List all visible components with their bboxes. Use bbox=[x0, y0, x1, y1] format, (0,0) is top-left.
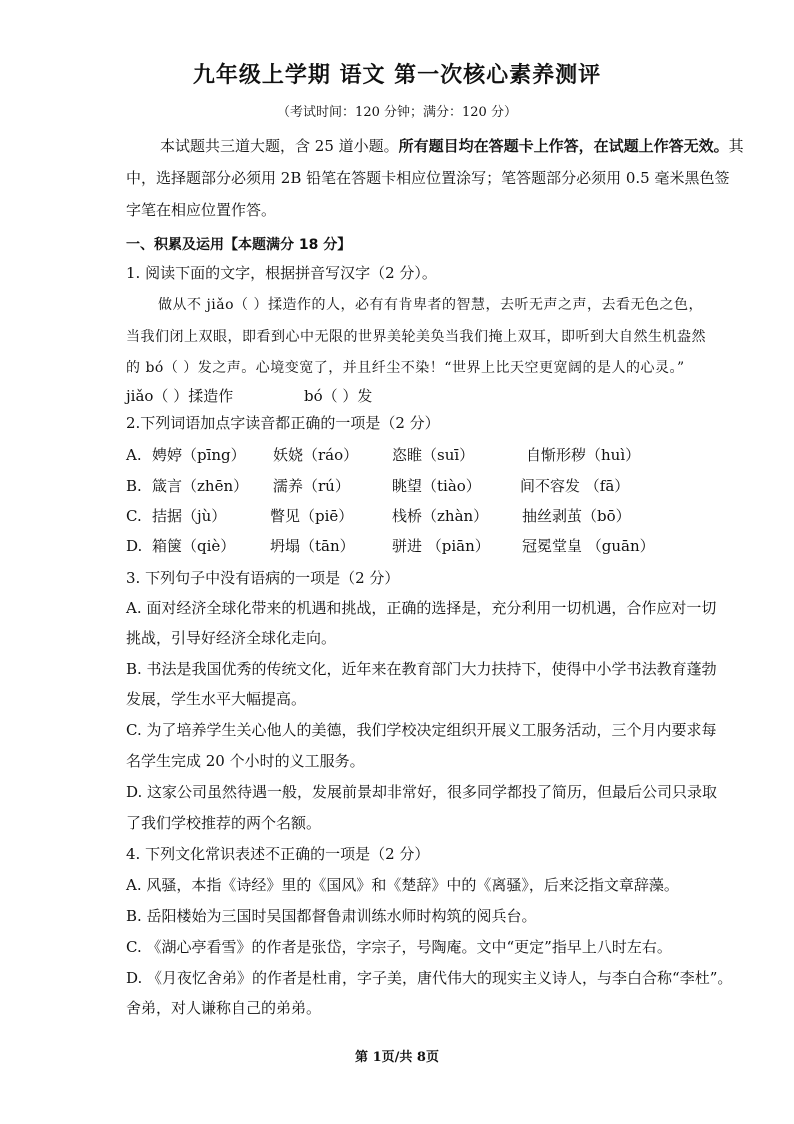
option-term: 坍塌（tān） bbox=[270, 537, 355, 555]
option-term: 自惭形秽（huì） bbox=[526, 446, 641, 464]
option-term: 拮据（jù） bbox=[152, 507, 227, 525]
instructions-line-1 bbox=[160, 136, 744, 156]
question-4-option-c: C. 《湖心亭看雪》的作者是张岱，字宗子，号陶庵。文中“更定”指早上八时左右。 bbox=[126, 938, 672, 956]
instructions-plain: 本试题共三道大题，含 25 道小题。 bbox=[160, 137, 399, 155]
question-4-stem: 4. 下列文化常识表述不正确的一项是（2 分） bbox=[126, 845, 430, 863]
question-4-option-b: B. 岳阳楼始为三国时吴国都督鲁肃训练水师时构筑的阅兵台。 bbox=[126, 907, 537, 925]
option-label: B. bbox=[126, 477, 142, 495]
question-3-option-a-line-1: A. 面对经济全球化带来的机遇和挑战，正确的选择是，充分利用一切机遇，合作应对一切 bbox=[126, 599, 717, 617]
option-term: 恣睢（suī） bbox=[392, 446, 475, 464]
question-1-answer-right: bó（ ）发 bbox=[304, 387, 373, 405]
question-3-option-b-line-1: B. 书法是我国优秀的传统文化，近年来在教育部门大力扶持下，使得中小学书法教育蓬勃 bbox=[126, 660, 717, 678]
question-3-option-b-line-2: 发展，学生水平大幅提高。 bbox=[126, 690, 307, 708]
option-term: 濡养（rú） bbox=[273, 477, 350, 495]
option-term: 眺望（tiào） bbox=[392, 477, 481, 495]
option-term: 冠冕堂皇 （guān） bbox=[522, 537, 655, 555]
question-1-stem: 1. 阅读下面的文字，根据拼音写汉字（2 分）。 bbox=[126, 264, 437, 282]
section-heading: 一、积累及运用【本题满分 18 分】 bbox=[126, 237, 352, 253]
instructions-end: 其 bbox=[728, 137, 744, 155]
option-term: 抽丝剥茧（bō） bbox=[522, 507, 631, 525]
question-1-passage-line-2: 当我们闭上双眼，即看到心中无限的世界美轮美奂当我们掩上双耳，即听到大自然生机盎然 bbox=[126, 329, 706, 345]
instructions-line-3: 字笔在相应位置作答。 bbox=[126, 201, 277, 219]
question-3-option-d-line-1: D. 这家公司虽然待遇一般，发展前景却非常好，很多同学都投了简历，但最后公司只录取 bbox=[126, 783, 718, 801]
option-term: 栈桥（zhàn） bbox=[392, 507, 489, 525]
question-3-option-c-line-2: 名学生完成 20 个小时的义工服务。 bbox=[126, 752, 365, 770]
question-1-answer-left: jiǎo（ ）揉造作 bbox=[126, 387, 234, 405]
question-2-stem: 2.下列词语加点字读音都正确的一项是（2 分） bbox=[126, 414, 440, 432]
question-4-option-d-line-1: D. 《月夜忆舍弟》的作者是杜甫，字子美，唐代伟大的现实主义诗人，与李白合称“李杜”。 bbox=[126, 969, 733, 987]
question-4-option-d-line-2: 舍弟，对人谦称自己的弟弟。 bbox=[126, 999, 322, 1017]
option-term: 间不容发 （fā） bbox=[520, 477, 630, 495]
option-label: A. bbox=[126, 446, 142, 464]
exam-subtitle: （考试时间：120 分钟；满分：120 分） bbox=[277, 105, 517, 120]
question-3-option-a-line-2: 挑战，引导好经济全球化走向。 bbox=[126, 629, 337, 647]
option-term: 娉婷（pīng） bbox=[152, 446, 246, 464]
question-3-option-c-line-1: C. 为了培养学生关心他人的美德，我们学校决定组织开展义工服务活动，三个月内要求每 bbox=[126, 721, 717, 739]
option-term: 瞥见（piē） bbox=[270, 507, 354, 525]
option-term: 骈进 （piān） bbox=[392, 537, 490, 555]
page-number: 第 1页/共 8页 bbox=[355, 1050, 439, 1065]
exam-title: 九年级上学期 语文 第一次核心素养测评 bbox=[192, 62, 602, 88]
option-label: D. bbox=[126, 537, 143, 555]
instructions-line-2: 中，选择题部分必须用 2B 铅笔在答题卡相应位置涂写；笔答题部分必须用 0.5 毫米黑色签 bbox=[126, 169, 730, 187]
option-term: 妖娆（ráo） bbox=[273, 446, 359, 464]
question-3-stem: 3. 下列句子中没有语病的一项是（2 分） bbox=[126, 569, 400, 587]
question-1-passage-line-1: 做从不 jiǎo（ ）揉造作的人，必有有肯卑者的智慧，去听无声之声，去看无色之色， bbox=[158, 297, 703, 313]
question-3-option-d-line-2: 了我们学校推荐的两个名额。 bbox=[126, 814, 322, 832]
option-term: 箱箧（qiè） bbox=[152, 537, 236, 555]
option-term: 箴言（zhēn） bbox=[152, 477, 249, 495]
option-label: C. bbox=[126, 507, 142, 525]
question-4-option-a: A. 风骚，本指《诗经》里的《国风》和《楚辞》中的《离骚》，后来泛指文章辞藻。 bbox=[126, 876, 679, 894]
instructions-bold: 所有题目均在答题卡上作答，在试题上作答无效。 bbox=[398, 137, 729, 155]
question-1-passage-line-3: 的 bó（ ）发之声。心境变宽了，并且纤尘不染！“世界上比天空更宽阔的是人的心灵。” bbox=[126, 360, 685, 376]
